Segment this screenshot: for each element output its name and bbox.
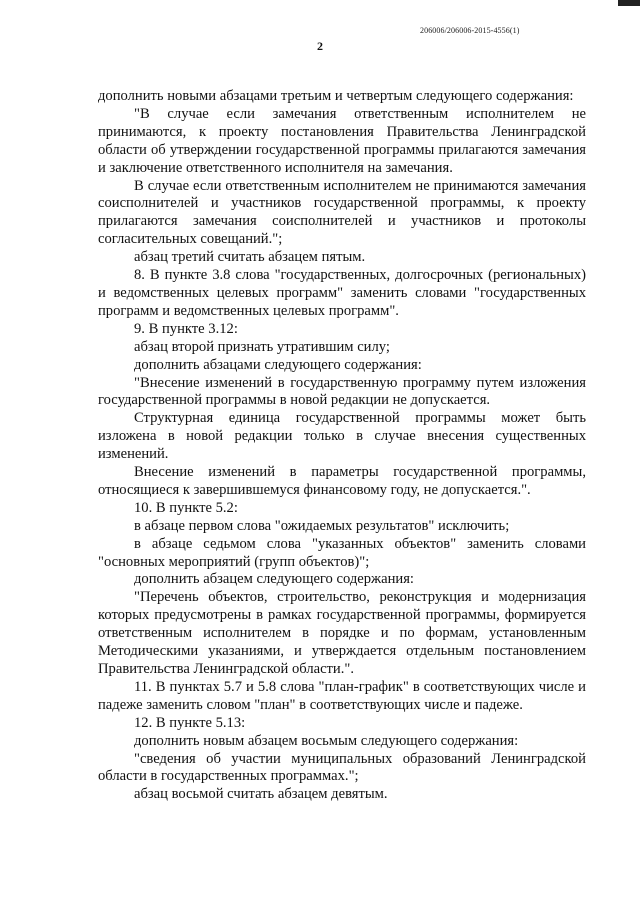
paragraph: 10. В пункте 5.2:: [134, 499, 238, 516]
paragraph: дополнить абзацем следующего содержания:: [134, 571, 414, 588]
document-id: 206006/206006-2015-4556(1): [420, 26, 520, 35]
paragraph: В случае если ответственным исполнителем не принимаются замечания соисполнителей и участников государственной программы, к проекту прилагаются замечания соисполнителей и участников и протоколы согласительных совещаний.";: [98, 177, 586, 248]
paragraph: в абзаце седьмом слова "указанных объектов" заменить словами "основных мероприятий (групп объектов)";: [98, 535, 586, 570]
paragraph: "В случае если замечания ответственным исполнителем не принимаются, к проекту постановления Правительства Ленинградской области об утверждении государственной программы прилагаются замечания и заключение ответственного исполнителя на замечания.: [98, 105, 586, 176]
paragraph: 9. В пункте 3.12:: [134, 320, 238, 337]
scan-corner-mark: [618, 0, 640, 6]
paragraph: "Перечень объектов, строительство, реконструкция и модернизация которых предусмотрены в рамках государственной программы, формируется ответственным исполнителем в порядке и по формам, установленным Методическими указаниями, и утверждается отдельным постановлением Правительства Ленинградской области.".: [98, 589, 586, 677]
paragraph: абзац восьмой считать абзацем девятым.: [134, 786, 388, 803]
paragraph: дополнить абзацами следующего содержания:: [134, 356, 422, 373]
page-number: 2: [317, 39, 323, 53]
paragraph: 8. В пункте 3.8 слова "государственных, долгосрочных (региональных) и ведомственных целевых программ" заменить словами "государственных программ и ведомственных целевых программ".: [98, 267, 586, 319]
paragraph: дополнить новыми абзацами третьим и четвертым следующего содержания:: [98, 88, 574, 104]
paragraph: дополнить новым абзацем восьмым следующего содержания:: [134, 732, 519, 749]
paragraph: 11. В пунктах 5.7 и 5.8 слова "план-график" в соответствующих числе и падеже заменить словом "план" в соответствующих числе и падеже.: [98, 678, 586, 713]
paragraph: Структурная единица государственной программы может быть изложена в новой редакции только в случае внесения существенных изменений.: [98, 410, 586, 463]
paragraph: абзац второй признать утратившим силу;: [134, 338, 390, 355]
paragraph: абзац третий считать абзацем пятым.: [134, 249, 366, 266]
document-body: [98, 88, 586, 804]
paragraph: "Внесение изменений в государственную программу путем изложения государственной программы в новой редакции не допускается.: [98, 374, 586, 409]
paragraph: Внесение изменений в параметры государственной программы, относящиеся к завершившемуся финансовому году, не допускается.".: [98, 464, 586, 498]
paragraph: "сведения об участии муниципальных образований Ленинградской области в государственных программах.";: [98, 750, 586, 785]
paragraph: в абзаце первом слова "ожидаемых результатов" исключить;: [134, 517, 510, 534]
paragraph: 12. В пункте 5.13:: [134, 714, 246, 731]
